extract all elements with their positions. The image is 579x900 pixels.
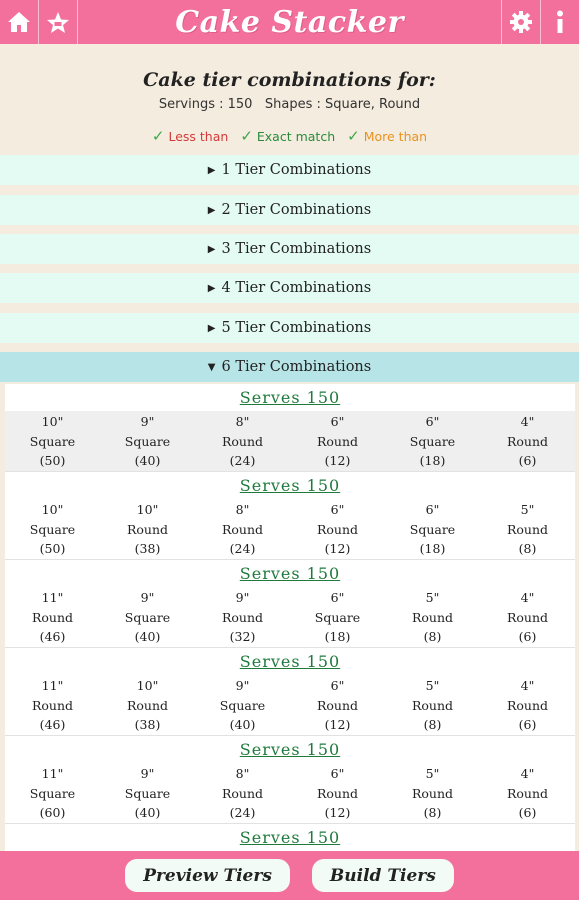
summary-criteria	[0, 97, 579, 112]
tier-cell	[480, 411, 575, 471]
favorites-button[interactable]	[39, 0, 78, 44]
tier-serves: (12)	[324, 805, 351, 820]
tier-serves: (6)	[518, 453, 537, 468]
tier-list	[5, 411, 575, 471]
tier-shape: Round	[316, 521, 359, 537]
tier-list	[5, 675, 575, 735]
tier-cell	[385, 411, 480, 471]
combination-row[interactable]	[5, 736, 575, 824]
tier-size: 8"	[235, 414, 250, 429]
tier-list	[5, 499, 575, 559]
settings-button[interactable]	[501, 0, 540, 44]
collapse-arrow-icon: ▼	[207, 361, 216, 373]
tier-list	[5, 763, 575, 823]
tier-cell	[100, 499, 195, 559]
tier-shape: Round	[506, 433, 549, 449]
tier-serves: (40)	[134, 453, 161, 468]
servings-label: Servings : 150	[158, 97, 253, 112]
accordion-label: 3 Tier Combinations	[221, 241, 372, 257]
tier-serves: (8)	[423, 805, 442, 820]
tier-size: 5"	[425, 590, 440, 605]
tier-serves: (24)	[229, 805, 256, 820]
tier-serves: (18)	[419, 541, 446, 556]
tier-shape: Round	[126, 521, 169, 537]
tier-shape: Round	[506, 785, 549, 801]
info-icon	[553, 10, 567, 34]
tier-size: 6"	[425, 414, 440, 429]
tier-serves: (12)	[324, 453, 351, 468]
gear-icon	[509, 10, 533, 34]
tier-cell	[385, 763, 480, 823]
tier-serves: (32)	[229, 629, 256, 644]
tier-shape: Round	[31, 609, 74, 625]
combination-title[interactable]: Serves 150	[239, 476, 341, 495]
tier-size: 9"	[235, 590, 250, 605]
tier-cell	[195, 675, 290, 735]
tier-size: 6"	[330, 502, 345, 517]
tier-shape: Square	[409, 521, 456, 537]
tier-cell	[480, 763, 575, 823]
tier-cell	[290, 587, 385, 647]
combination-title[interactable]: Serves 150	[239, 652, 341, 671]
tier-serves: (12)	[324, 541, 351, 556]
combination-title[interactable]: Serves 150	[239, 828, 341, 847]
tier-size: 10"	[41, 502, 64, 517]
tier-size: 11"	[41, 766, 64, 781]
tier-serves: (50)	[39, 453, 66, 468]
tier-cell	[290, 499, 385, 559]
accordion-2-tier[interactable]	[0, 195, 579, 225]
combination-title[interactable]: Serves 150	[239, 740, 341, 759]
combination-title[interactable]: Serves 150	[239, 388, 341, 407]
tier-shape: Round	[411, 609, 454, 625]
tier-serves: (46)	[39, 717, 66, 732]
accordion-5-tier[interactable]	[0, 313, 579, 343]
tier-serves: (40)	[134, 629, 161, 644]
tier-shape: Round	[411, 785, 454, 801]
legend-less-label: Less than	[168, 128, 229, 144]
tier-shape: Square	[409, 433, 456, 449]
tier-list	[5, 587, 575, 647]
tier-shape: Round	[316, 697, 359, 713]
expand-arrow-icon: ▶	[207, 282, 216, 294]
bottom-bar	[0, 851, 579, 900]
tier-cell	[5, 763, 100, 823]
legend-more-label: More than	[363, 128, 428, 144]
tier-size: 8"	[235, 766, 250, 781]
tier-size: 11"	[41, 678, 64, 693]
accordion-1-tier[interactable]	[0, 155, 579, 185]
tier-size: 6"	[330, 678, 345, 693]
tier-size: 4"	[520, 766, 535, 781]
tier-size: 10"	[136, 678, 159, 693]
tier-cell	[5, 587, 100, 647]
tier-cell	[100, 587, 195, 647]
tier-size: 10"	[41, 414, 64, 429]
tier-size: 4"	[520, 678, 535, 693]
tier-serves: (40)	[134, 805, 161, 820]
summary-heading: Cake tier combinations for:	[143, 69, 436, 91]
tier-size: 9"	[140, 590, 155, 605]
tier-cell	[385, 675, 480, 735]
build-tiers-button[interactable]: Build Tiers	[312, 859, 454, 892]
tier-shape: Round	[411, 697, 454, 713]
tier-serves: (46)	[39, 629, 66, 644]
tier-size: 4"	[520, 590, 535, 605]
tier-serves: (6)	[518, 805, 537, 820]
expand-arrow-icon: ▶	[207, 204, 216, 216]
tier-size: 9"	[235, 678, 250, 693]
tier-cell	[195, 499, 290, 559]
top-bar	[0, 0, 579, 44]
combination-list[interactable]	[5, 384, 575, 851]
tier-serves: (24)	[229, 453, 256, 468]
tier-cell	[480, 499, 575, 559]
tier-serves: (6)	[518, 629, 537, 644]
tier-shape: Round	[221, 609, 264, 625]
tier-cell	[480, 587, 575, 647]
tier-size: 5"	[425, 678, 440, 693]
tier-shape: Square	[29, 785, 76, 801]
tier-shape: Square	[124, 785, 171, 801]
check-icon: ✓	[240, 127, 253, 145]
combination-row[interactable]	[5, 384, 575, 472]
tier-serves: (24)	[229, 541, 256, 556]
tier-size: 6"	[330, 766, 345, 781]
shapes-label: Shapes : Square, Round	[264, 97, 421, 112]
combination-title[interactable]: Serves 150	[239, 564, 341, 583]
accordion-label: 2 Tier Combinations	[221, 202, 372, 218]
tier-shape: Square	[219, 697, 266, 713]
accordion-3-tier[interactable]	[0, 234, 579, 264]
tier-shape: Round	[221, 433, 264, 449]
accordion-label: 1 Tier Combinations	[221, 162, 372, 178]
tier-serves: (8)	[423, 717, 442, 732]
tier-shape: Round	[221, 521, 264, 537]
tier-shape: Round	[506, 521, 549, 537]
legend-exact	[240, 127, 335, 145]
tier-size: 8"	[235, 502, 250, 517]
tier-size: 10"	[136, 502, 159, 517]
tier-shape: Round	[506, 609, 549, 625]
tier-shape: Square	[124, 433, 171, 449]
tier-shape: Round	[506, 697, 549, 713]
tier-serves: (8)	[518, 541, 537, 556]
tier-cell	[100, 675, 195, 735]
tier-cell	[195, 587, 290, 647]
info-button[interactable]	[540, 0, 579, 44]
tier-cell	[100, 763, 195, 823]
tier-shape: Round	[316, 785, 359, 801]
legend-exact-label: Exact match	[256, 128, 336, 144]
tier-shape: Square	[314, 609, 361, 625]
tier-serves: (12)	[324, 717, 351, 732]
search-summary	[0, 44, 579, 154]
legend-more	[347, 127, 427, 145]
tier-shape: Round	[126, 697, 169, 713]
accordion-6-tier[interactable]	[0, 352, 579, 382]
tier-shape: Round	[31, 697, 74, 713]
tier-cell	[480, 675, 575, 735]
tier-serves: (18)	[419, 453, 446, 468]
expand-arrow-icon: ▶	[207, 164, 216, 176]
combination-row[interactable]	[5, 824, 575, 851]
tier-cell	[290, 411, 385, 471]
tier-cell	[385, 587, 480, 647]
accordion-label: 4 Tier Combinations	[221, 280, 372, 296]
combination-row[interactable]	[5, 648, 575, 736]
tier-shape: Square	[29, 433, 76, 449]
tier-shape: Round	[221, 785, 264, 801]
expand-arrow-icon: ▶	[207, 243, 216, 255]
tier-size: 4"	[520, 414, 535, 429]
tier-cell	[5, 675, 100, 735]
tier-serves: (40)	[229, 717, 256, 732]
home-button[interactable]	[0, 0, 39, 44]
tier-shape: Square	[124, 609, 171, 625]
tier-size: 6"	[330, 414, 345, 429]
tier-serves: (38)	[134, 717, 161, 732]
tier-size: 5"	[425, 766, 440, 781]
tier-serves: (60)	[39, 805, 66, 820]
accordion-label: 5 Tier Combinations	[221, 320, 372, 336]
tier-size: 6"	[425, 502, 440, 517]
tier-size: 6"	[330, 590, 345, 605]
tier-serves: (8)	[423, 629, 442, 644]
tier-serves: (6)	[518, 717, 537, 732]
tier-shape: Square	[29, 521, 76, 537]
combination-row[interactable]	[5, 560, 575, 648]
tier-shape: Round	[316, 433, 359, 449]
tier-cell	[5, 499, 100, 559]
check-icon: ✓	[151, 127, 165, 145]
tier-cell	[195, 763, 290, 823]
tier-cell	[385, 499, 480, 559]
tier-serves: (18)	[324, 629, 351, 644]
app-title: Cake Stacker	[175, 4, 404, 40]
tier-cell	[290, 763, 385, 823]
tier-serves: (38)	[134, 541, 161, 556]
home-icon	[7, 11, 31, 33]
combination-row[interactable]	[5, 472, 575, 560]
tier-serves: (50)	[39, 541, 66, 556]
match-legend	[0, 127, 579, 145]
accordion-4-tier[interactable]	[0, 273, 579, 303]
tier-cell	[290, 675, 385, 735]
preview-tiers-button[interactable]: Preview Tiers	[125, 859, 290, 892]
tier-size: 9"	[140, 766, 155, 781]
tier-size: 11"	[41, 590, 64, 605]
tier-size: 5"	[520, 502, 535, 517]
star-icon	[46, 11, 70, 34]
legend-less	[152, 127, 228, 145]
accordion-label: 6 Tier Combinations	[221, 359, 372, 375]
tier-size: 9"	[140, 414, 155, 429]
tier-cell	[5, 411, 100, 471]
check-icon: ✓	[347, 127, 360, 145]
expand-arrow-icon: ▶	[207, 322, 216, 334]
tier-cell	[195, 411, 290, 471]
tier-cell	[100, 411, 195, 471]
